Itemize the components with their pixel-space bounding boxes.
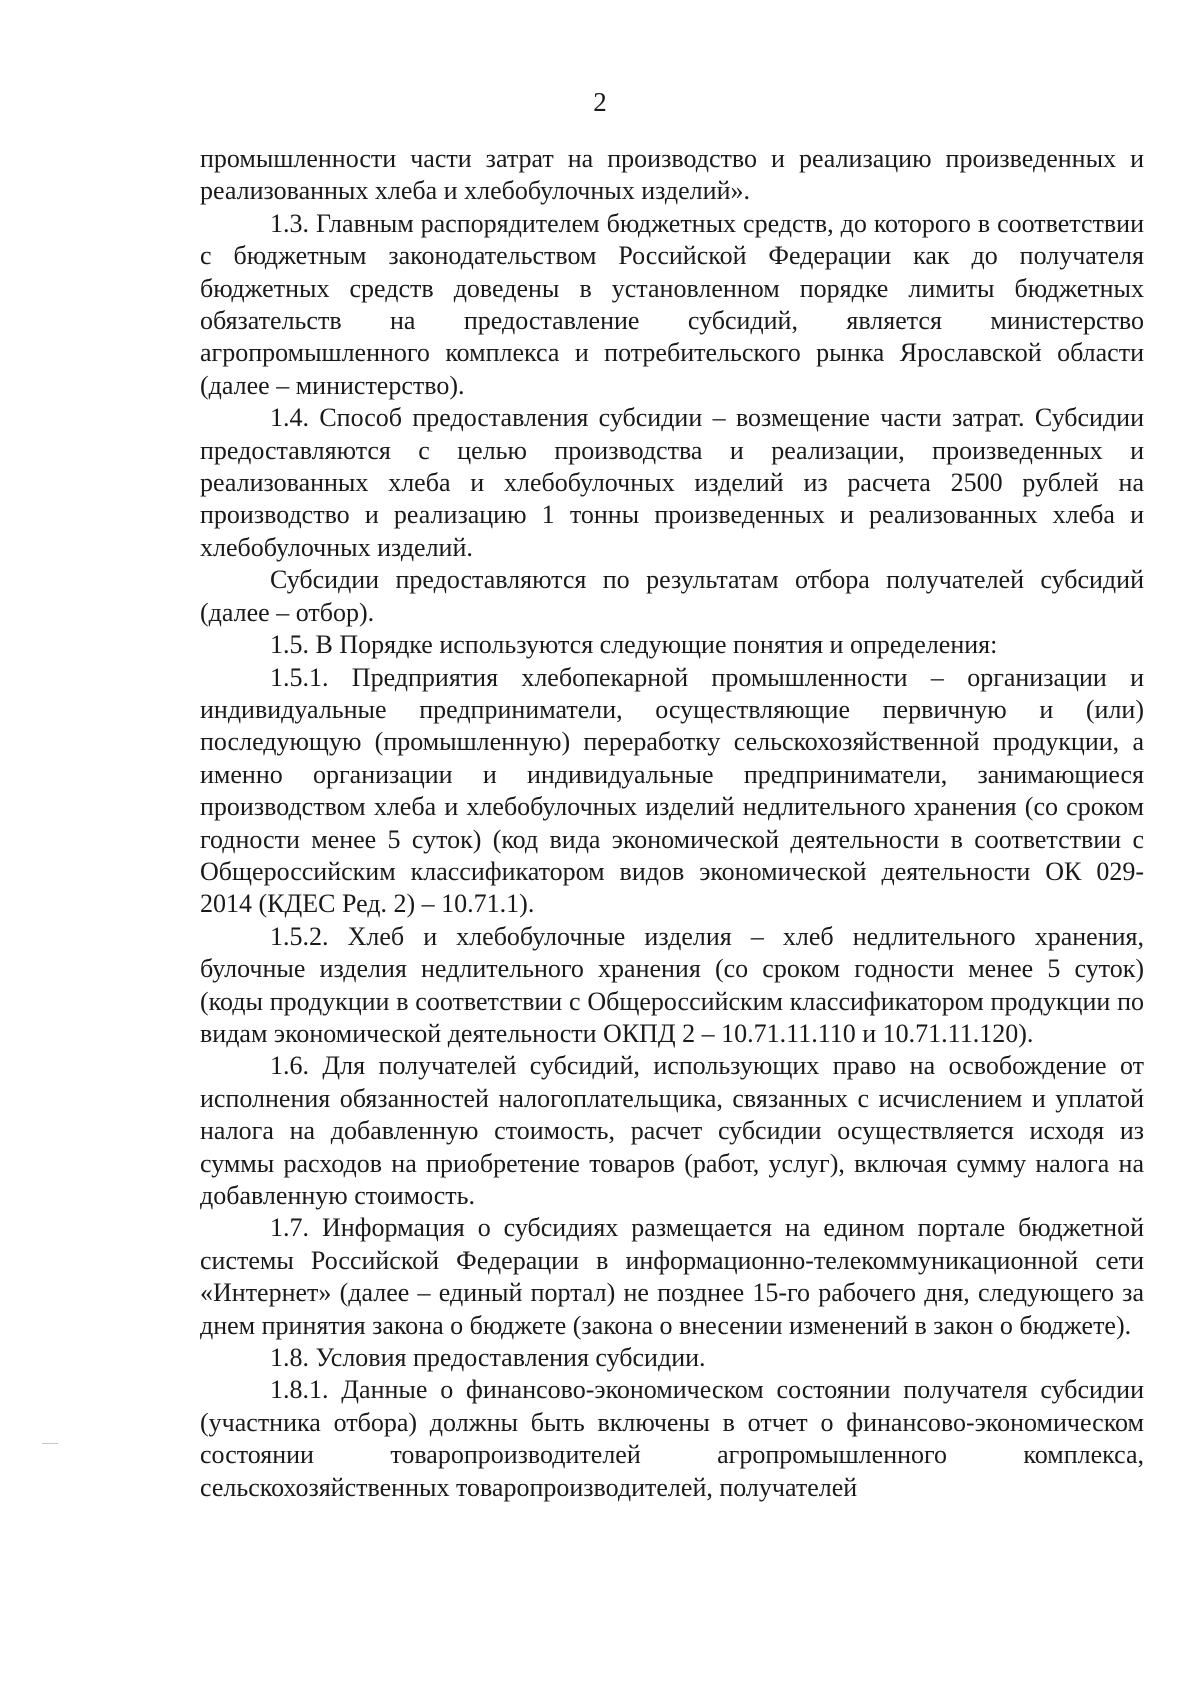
page-number: 2 <box>593 87 607 117</box>
paragraph-1-5-2: 1.5.2. Хлеб и хлебобулочные изделия – хлеб недлительного хранения, булочные изделия недлительного хранения (со сроком годности менее 5 суток) (коды продукции в соответствии с Общероссийским классификатором продукции по видам экономической деятельности ОКПД 2 – 10.71.11.110 и 10.71.11.120). <box>200 921 1144 1048</box>
paragraph-1-6: 1.6. Для получателей субсидий, использующих право на освобождение от исполнения обязанностей налогоплательщика, связанных с исчислением и уплатой налога на добавленную стоимость, расчет субсидии осуществляется исходя из суммы расходов на приобретение товаров (работ, услуг), включая сумму налога на добавленную стоимость. <box>200 1051 1144 1210</box>
scan-margin-mark <box>42 1443 58 1444</box>
paragraph-1-5: 1.5. В Порядке используются следующие понятия и определения: <box>270 630 998 660</box>
paragraph-continuation: промышленности части затрат на производство и реализацию произведенных и реализованных хлеба и хлебобулочных изделий». <box>200 144 1144 206</box>
paragraph-1-4-selection: Субсидии предоставляются по результатам отбора получателей субсидий (далее – отбор). <box>200 565 1144 627</box>
document-body <box>200 143 1144 1504</box>
paragraph-1-8: 1.8. Условия предоставления субсидии. <box>270 1343 706 1373</box>
paragraph-1-3: 1.3. Главным распорядителем бюджетных средств, до которого в соответствии с бюджетным законодательством Российской Федерации как до получателя бюджетных средств доведены в установленном порядке лимиты бюджетных обязательств на предоставление субсидий, является министерство агропромышленного комплекса и потребительского рынка Ярославской области (далее – министерство). <box>200 208 1144 400</box>
paragraph-1-4: 1.4. Способ предоставления субсидии – возмещение части затрат. Субсидии предоставляются с целью производства и реализации, произведенных и реализованных хлеба и хлебобулочных изделий из расчета 2500 рублей на производство и реализацию 1 тонны произведенных и реализованных хлеба и хлебобулочных изделий. <box>200 403 1144 562</box>
paragraph-1-5-1: 1.5.1. Предприятия хлебопекарной промышленности – организации и индивидуальные предприниматели, осуществляющие первичную и (или) последующую (промышленную) переработку сельскохозяйственной продукции, а именно организации и индивидуальные предприниматели, занимающиеся производством хлеба и хлебобулочных изделий недлительного хранения (со сроком годности менее 5 суток) (код вида экономической деятельности в соответствии с Общероссийским классификатором видов экономической деятельности ОК 029-2014 (КДЕС Ред. 2) – 10.71.1). <box>200 662 1144 919</box>
paragraph-1-8-1: 1.8.1. Данные о финансово-экономическом состоянии получателя субсидии (участника отбора) должны быть включены в отчет о финансово-экономическом состоянии товаропроизводителей агропромышленного комплекса, сельскохозяйственных товаропроизводителей, получателей <box>200 1375 1144 1502</box>
paragraph-1-7: 1.7. Информация о субсидиях размещается на едином портале бюджетной системы Российской Федерации в информационно-телекоммуникационной сети «Интернет» (далее – единый портал) не позднее 15-го рабочего дня, следующего за днем принятия закона о бюджете (закона о внесении изменений в закон о бюджете). <box>200 1213 1144 1340</box>
